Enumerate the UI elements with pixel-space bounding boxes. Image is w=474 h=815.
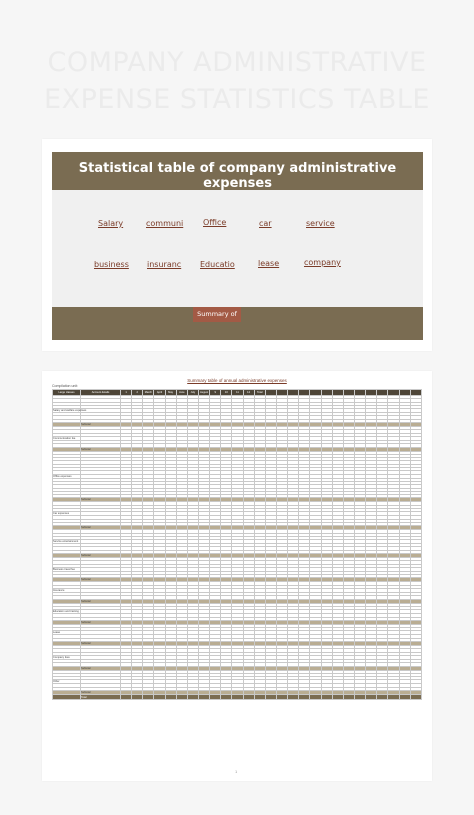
total-cell	[132, 695, 143, 700]
group-label-cell: Lease	[53, 631, 81, 635]
sheet1-title: Statistical table of company administrative expenses	[78, 161, 397, 191]
total-cell	[410, 695, 421, 700]
category-link-education[interactable]: Educatio	[200, 260, 235, 269]
total-cell	[198, 695, 209, 700]
category-link-car[interactable]: car	[259, 219, 272, 228]
total-cell	[332, 695, 343, 700]
header-month: August	[200, 391, 209, 394]
subtotal-label: Subtotal	[81, 691, 121, 695]
group-label-cell: Other	[53, 680, 81, 684]
total-cell	[366, 695, 377, 700]
subtotal-label: Subtotal	[81, 526, 121, 530]
group-label-cell: Car expenses	[53, 512, 81, 516]
header-month: March	[144, 391, 152, 394]
header-month: 2	[132, 390, 143, 396]
expense-summary-table	[52, 389, 422, 700]
header-month: May	[165, 390, 176, 396]
total-cell	[121, 695, 132, 700]
header-month: 12	[243, 390, 254, 396]
group-label-cell: Business travel fee	[53, 567, 81, 571]
total-cell	[221, 695, 232, 700]
header-month: Total	[254, 390, 265, 396]
subtotal-label: Subtotal	[81, 666, 121, 670]
sheet2-title: Summary table of annual administrative expenses	[187, 378, 287, 383]
page-heading-line2: EXPENSE STATISTICS TABLE	[44, 84, 430, 115]
total-label: Total	[81, 695, 121, 700]
total-cell	[254, 695, 265, 700]
total-cell	[232, 695, 243, 700]
category-link-office[interactable]: Office	[203, 218, 227, 227]
total-cell	[321, 695, 332, 700]
subtotal-label: Subtotal	[81, 423, 121, 427]
header-month: April	[154, 390, 165, 396]
page-heading	[0, 44, 474, 118]
subtotal-label: Subtotal	[81, 498, 121, 502]
category-link-salary[interactable]: Salary	[98, 219, 124, 228]
category-link-insurance[interactable]: insuranc	[147, 260, 182, 269]
total-cell	[388, 695, 399, 700]
subtotal-label: Subtotal	[81, 578, 121, 582]
header-month: July	[187, 390, 198, 396]
subtotal-label: Subtotal	[81, 447, 121, 451]
total-cell	[187, 695, 198, 700]
category-link-company[interactable]: company	[304, 258, 341, 267]
total-row	[53, 695, 422, 700]
page-number: 1	[235, 769, 238, 774]
total-cell	[165, 695, 176, 700]
page-heading-line1: COMPANY ADMINISTRATIVE	[47, 47, 427, 78]
header-month: June	[176, 390, 187, 396]
header-large-classes: Large classes	[53, 390, 81, 396]
category-link-business[interactable]: business	[94, 260, 129, 269]
header-month: 10	[221, 390, 232, 396]
total-cell	[276, 695, 287, 700]
subtotal-label: Subtotal	[81, 599, 121, 603]
total-cell	[154, 695, 165, 700]
group-label-cell: Communication fee	[53, 436, 81, 440]
group-label-cell: Salary and welfare expenses	[53, 409, 87, 413]
total-cell	[399, 695, 410, 700]
total-cell	[243, 695, 254, 700]
subtotal-label: Subtotal	[81, 553, 121, 557]
sheet1-preview	[52, 152, 423, 340]
total-cell	[377, 695, 388, 700]
total-cell	[53, 695, 81, 700]
total-cell	[343, 695, 354, 700]
category-link-lease[interactable]: lease	[258, 259, 280, 268]
total-cell	[354, 695, 365, 700]
total-cell	[210, 695, 221, 700]
header-month: 9	[210, 390, 221, 396]
total-cell	[299, 695, 310, 700]
group-label-cell: Education and training	[53, 610, 79, 614]
category-link-communication[interactable]: communi	[146, 219, 184, 228]
header-month: 11	[232, 390, 243, 396]
group-label-cell: Insurance	[53, 589, 81, 593]
category-link-service[interactable]: service	[306, 219, 335, 228]
total-cell	[310, 695, 321, 700]
total-cell	[288, 695, 299, 700]
group-label-cell: Office expenses	[53, 474, 81, 478]
subtotal-label: Subtotal	[81, 642, 121, 646]
total-cell	[143, 695, 154, 700]
group-label-cell: Service entertainment	[53, 540, 81, 544]
header-account-details: Account details	[81, 390, 121, 396]
summary-button[interactable]: Summary of	[193, 307, 241, 322]
group-label-cell: Company fees	[53, 655, 81, 659]
total-cell	[176, 695, 187, 700]
total-cell	[265, 695, 276, 700]
header-month: 1	[121, 390, 132, 396]
subtotal-label: Subtotal	[81, 620, 121, 624]
sheet2-compiler: Compilation unit:	[52, 384, 79, 388]
